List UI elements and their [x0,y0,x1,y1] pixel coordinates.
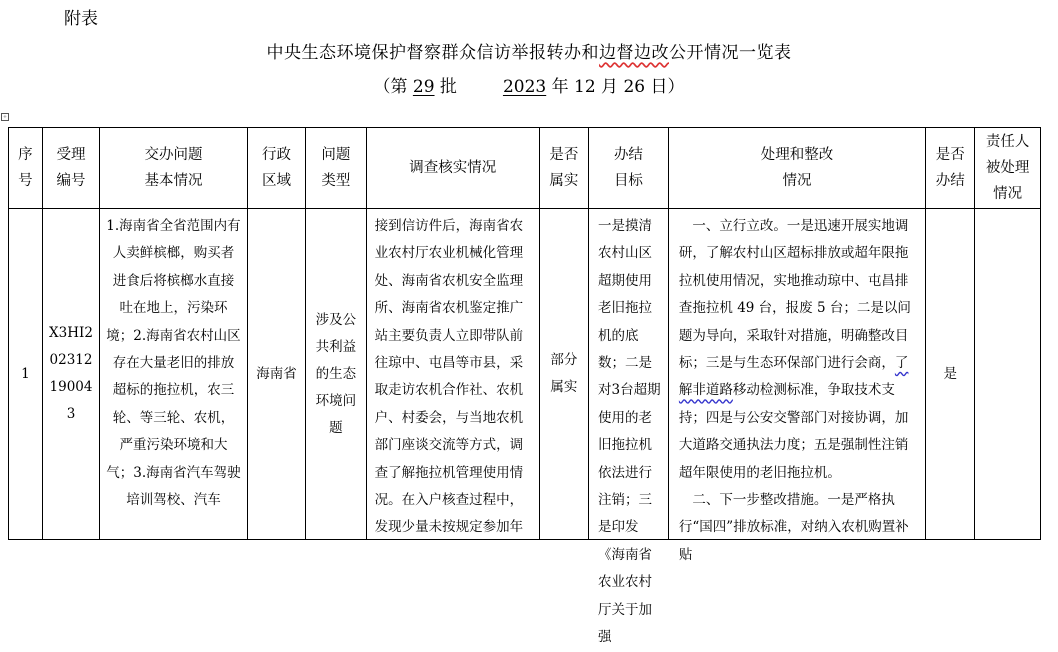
handling-paragraph-1b: 移动检测标准，争取技术支持；四是与公安交警部门对接协调，加大道路交通执法力度；五是强制性注销超年限使用的老旧拖拉机。 [678,382,909,481]
cell-type: 涉及公 共利益 的生态 环境问 题 [306,209,366,540]
handling-paragraph-2: 二、下一步整改措施。一是严格执行“国四”排放标准，对纳入农机购置补贴 [678,492,909,563]
cell-is-true: 部分 属实 [539,209,588,540]
handling-paragraph-1-marked: 了解非道路 [678,355,909,399]
cell-no: 1 [9,209,43,540]
cell-closed: 是 [926,209,975,540]
cell-issue: 1.海南省全省范围内有人卖鲜槟榔，购买者进食后将槟榔水直接吐在地上，污染环境；2.海南省农村山区存在大量老旧的排放超标的拖拉机，农三轮、等三轮、农机，严重污染环境和大气；3.海南省汽车驾驶培训驾校、汽车 [100,209,248,540]
disclosure-table [8,127,1041,646]
title-part-after: 公开情况一览表 [669,43,792,63]
appendix-label: 附表 [64,9,98,29]
header-target: 办结 目标 [588,128,668,209]
subtitle-batch-suffix: 批 [434,77,457,97]
handling-paragraph-1a: 一、立行立改。一是迅速开展实地调研，了解农村山区超标排放或超年限拖拉机使用情况，实地推动琼中、屯昌排查拖拉机 49 台，报废 5 台；二是以问题为导向，采取针对措施，明确整改目标；三是与生态环保部门进行会商， [678,218,911,372]
title-part-before: 中央生态环境保护督察群众信访举报转办和 [266,43,599,63]
table-anchor-icon[interactable]: + [2,114,8,120]
title-part-marked: 边督边改 [599,43,669,63]
header-issue: 交办问题 基本情况 [100,128,248,209]
header-region: 行政 区域 [247,128,305,209]
header-id: 受理 编号 [42,128,99,209]
cell-handling [668,209,925,563]
subtitle-date-rest: 年 12 月 26 日） [546,77,685,97]
document-title [0,38,1058,63]
cell-responsible [975,209,1041,540]
header-is-true: 是否 属实 [539,128,588,209]
table-row [9,209,1041,540]
subtitle-batch-number: 29 [412,77,435,97]
cell-investigation: 接到信访件后，海南省农业农村厅农业机械化管理处、海南省农机安全监理所、海南省农机鉴定推广站主要负责人立即带队前往琼中、屯昌等市县，采取走访农机合作社、农机户、村委会，与当地农机部门座谈交流等方式，调查了解拖拉机管理使用情况。在入户核查过程中，发现少量未按规定参加年 [366,209,539,540]
header-no: 序 号 [9,128,43,209]
header-handling: 处理和整改 情况 [668,128,925,209]
table-header-row [9,128,1041,209]
header-investigation: 调查核实情况 [366,128,539,209]
header-closed: 是否 办结 [926,128,975,209]
cell-target: 一是摸清农村山区超期使用老旧拖拉机的底数；二是对3台超期使用的老旧拖拉机依法进行注销；三是印发《海南省农业农村厅关于加强 [588,209,668,540]
header-type: 问题 类型 [306,128,366,209]
cell-region: 海南省 [247,209,305,540]
document-subtitle [0,72,1058,97]
cell-id: X3HI2 02312 19004 3 [42,209,99,540]
header-responsible: 责任人 被处理 情况 [975,128,1041,209]
subtitle-year: 2023 [502,77,547,97]
subtitle-open: （第 [373,77,413,97]
